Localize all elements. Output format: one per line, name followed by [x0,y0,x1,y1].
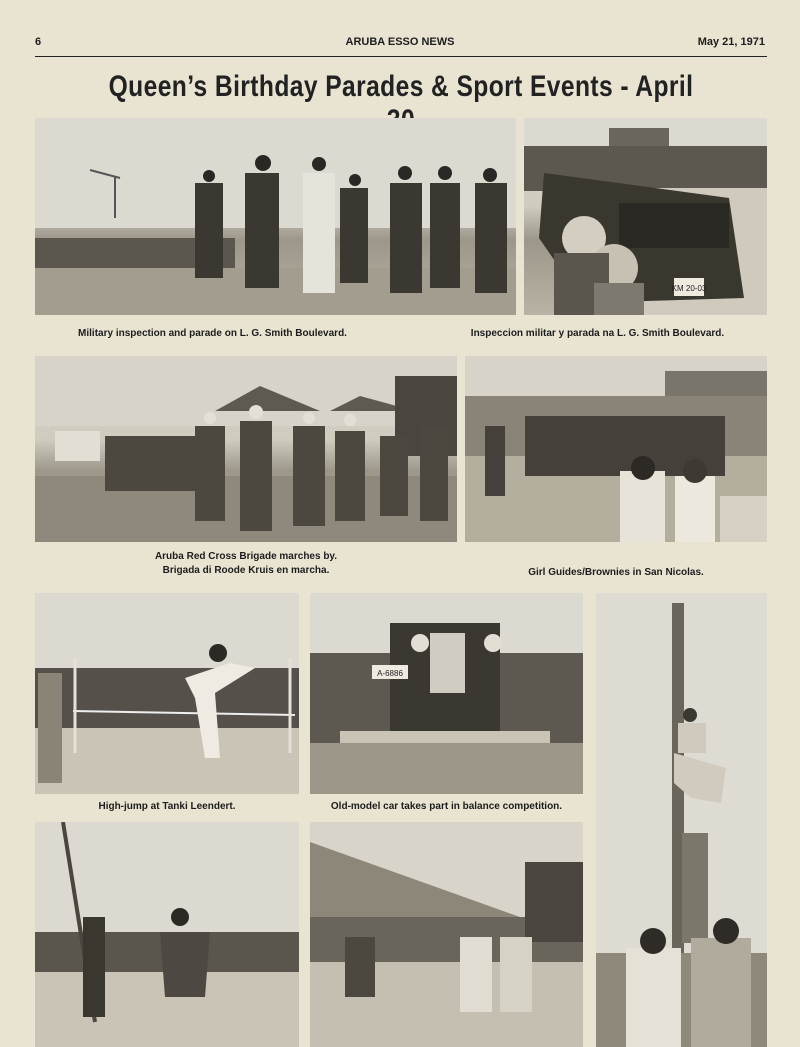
photo-high-jump [35,593,299,794]
photo-red-cross-march [35,356,457,542]
header-rule [35,56,767,57]
page-headline: Queen’s Birthday Parades & Sport Events - April [108,70,694,103]
caption-high-jump: High-jump at Tanki Leendert. [98,801,236,812]
photo-girl-guides [465,356,767,542]
photo-military-parade [35,118,516,315]
issue-date: May 21, 1971 [697,36,765,48]
caption-military-pap: Inspeccion militar y parada na L. G. Smith Boulevard. [470,328,725,339]
photo-sack-race [35,822,299,1047]
photo-jeep-crowd [524,118,767,315]
page-number: 6 [35,36,42,48]
caption-red-cross-1: Aruba Red Cross Brigade marches by. [154,551,338,562]
photo-old-model-car [310,593,583,794]
publication-name: ARUBA ESSO NEWS [345,36,455,48]
photo-pole-climbing [596,593,767,1047]
caption-girl-guides: Girl Guides/Brownies in San Nicolas. [528,567,704,578]
car-plate: A-6886 [377,669,403,678]
jeep-plate: KM 20-03 [671,284,707,293]
photo-race-under-shelter [310,822,583,1047]
caption-red-cross-2: Brigada di Roode Kruis en marcha. [162,565,330,576]
caption-military-en: Military inspection and parade on L. G. Smith Boulevard. [78,328,347,339]
caption-old-model-car: Old-model car takes part in balance competition. [330,801,563,812]
